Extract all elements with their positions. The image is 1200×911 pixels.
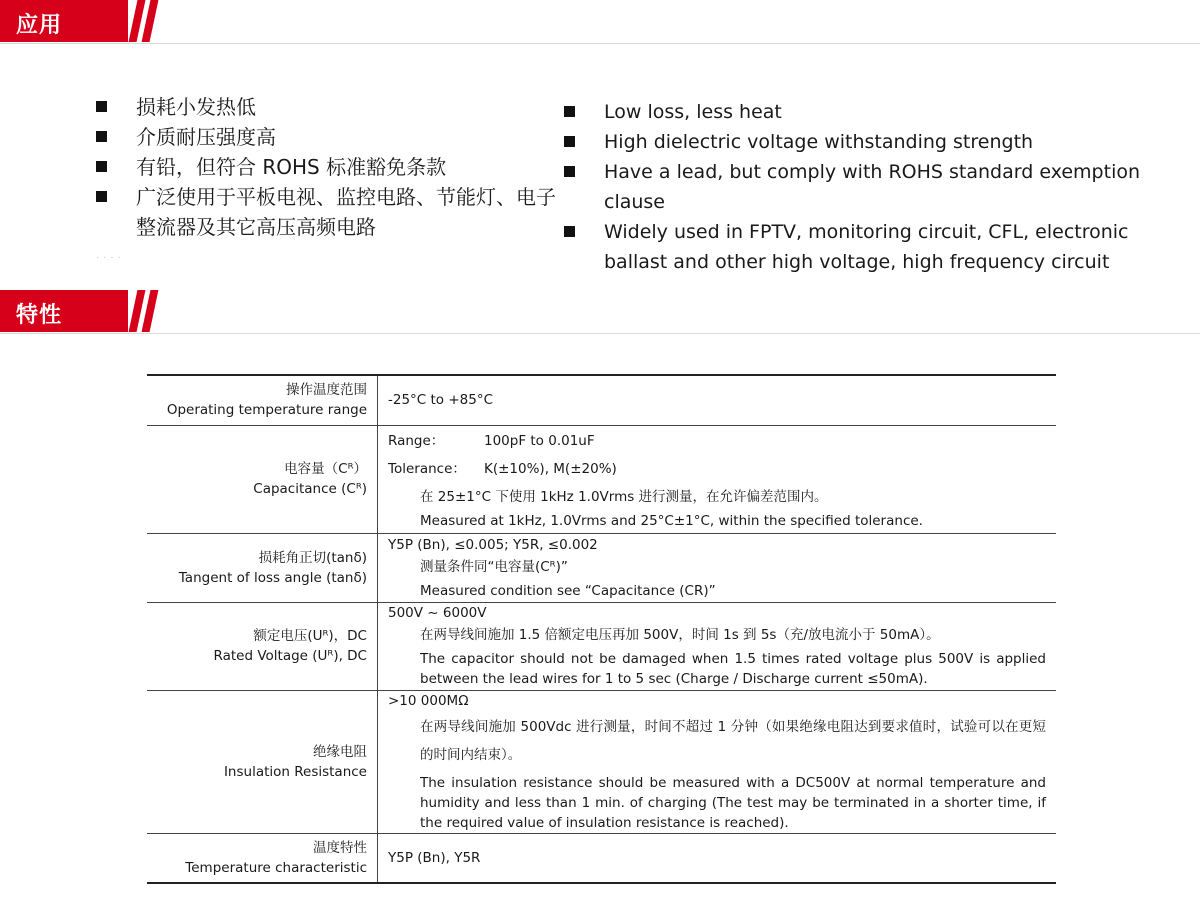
list-item-text: Have a lead, but comply with ROHS standard exemption clause — [604, 161, 1141, 213]
label-en: Insulation Resistance — [223, 763, 367, 780]
row-label — [147, 375, 378, 425]
range-value: 100pF to 0.01uF — [484, 433, 595, 449]
label-en: Rated Voltage (Uᴿ), DC — [213, 648, 367, 664]
label-cn: 损耗角正切(tanδ) — [258, 549, 367, 566]
row-label — [147, 533, 378, 602]
label-en: Temperature characteristic — [185, 859, 367, 876]
list-item — [92, 152, 562, 182]
note-en: Measured at 1kHz, 1.0Vrms and 25°C±1°C, within the specified tolerance. — [420, 513, 923, 529]
row-value — [378, 375, 1057, 425]
label-cn: 绝缘电阻 — [313, 743, 367, 760]
square-bullet-icon — [96, 161, 107, 172]
row-value — [378, 425, 1057, 533]
label-cn: 电容量（Cᴿ） — [284, 461, 367, 477]
row-value — [378, 690, 1057, 833]
list-item-text: High dielectric voltage withstanding strength — [604, 131, 1034, 153]
note-cn: 测量条件同“电容量(Cᴿ)” — [420, 558, 568, 575]
note-cn: 在两导线间施加 1.5 倍额定电压再加 500V，时间 1s 到 5s（充/放电流小于 50mA）。 — [420, 627, 940, 643]
tolerance-value: K(±10%), M(±20%) — [484, 461, 617, 477]
label-cn: 温度特性 — [313, 839, 367, 856]
list-item-text: Low loss, less heat — [604, 101, 782, 123]
row-label — [147, 602, 378, 690]
table-row-operating-temp — [147, 375, 1056, 425]
range-line — [388, 431, 1046, 451]
note-cn: 在 25±1°C 下使用 1kHz 1.0Vrms 进行测量，在允许偏差范围内。 — [420, 489, 828, 505]
list-item — [560, 217, 1140, 277]
value-text: >10 000MΩ — [388, 692, 469, 709]
table-row-capacitance — [147, 425, 1056, 533]
square-bullet-icon — [564, 106, 575, 117]
label-cn: 额定电压(Uᴿ)，DC — [253, 628, 367, 644]
row-label — [147, 425, 378, 533]
table-row-rated-voltage — [147, 602, 1056, 690]
row-value — [378, 833, 1057, 883]
list-item-text: 有铅，但符合 ROHS 标准豁免条款 — [136, 155, 447, 179]
row-value — [378, 602, 1057, 690]
list-item — [560, 157, 1140, 217]
section-title-characteristics: 特性 — [16, 303, 63, 328]
row-label — [147, 690, 378, 833]
list-item-text: Widely used in FPTV, monitoring circuit, CFL, electronic ballast and other high voltage, high frequency circuit — [604, 221, 1129, 273]
square-bullet-icon — [564, 166, 575, 177]
row-label — [147, 833, 378, 883]
square-bullet-icon — [564, 136, 575, 147]
square-bullet-icon — [96, 101, 107, 112]
label-en: Capacitance (Cᴿ) — [253, 481, 367, 497]
note-en: Measured condition see “Capacitance (CR)” — [420, 582, 716, 599]
note-en: The capacitor should not be damaged when 1.5 times rated voltage plus 500V is applied between the lead wires for 1 to 5 sec (Charge / Discharge current ≤50mA). — [420, 651, 1046, 687]
list-item-text: 广泛使用于平板电视、监控电路、节能灯、电子整流器及其它高压高频电路 — [136, 185, 556, 239]
section-header-application — [0, 0, 1200, 44]
note-en: The insulation resistance should be measured with a DC500V at normal temperature and humidity and less than 1 min. of charging (The test may be terminated in a shorter time, if the required value of insulation resistance is reached). — [420, 774, 1046, 831]
application-list-en — [560, 97, 1140, 277]
application-list-cn — [92, 92, 562, 242]
range-key: Range： — [388, 433, 445, 449]
tolerance-key: Tolerance： — [388, 461, 466, 477]
list-item-text: 损耗小发热低 — [136, 95, 256, 119]
label-cn: 操作温度范围 — [286, 382, 367, 399]
label-en: Operating temperature range — [166, 402, 367, 419]
square-bullet-icon — [564, 226, 575, 237]
list-item — [92, 182, 562, 242]
list-item — [92, 122, 562, 152]
list-item — [560, 97, 1140, 127]
note-cn: 在两导线间施加 500Vdc 进行测量，时间不超过 1 分钟（如果绝缘电阻达到要求值时，试验可以在更短的时间内结束）。 — [420, 718, 1046, 763]
section-title-application: 应用 — [16, 13, 63, 38]
table-row-temp-characteristic — [147, 833, 1056, 883]
section-divider — [0, 333, 1200, 334]
faint-dots-decoration: ···· — [96, 253, 125, 264]
label-en: Tangent of loss angle (tanδ) — [178, 569, 367, 586]
list-item-text: 介质耐压强度高 — [136, 125, 276, 149]
list-item — [92, 92, 562, 122]
section-divider — [0, 43, 1200, 44]
spec-table — [147, 374, 1056, 884]
tolerance-line — [388, 459, 1046, 479]
list-item — [560, 127, 1140, 157]
section-header-characteristics — [0, 290, 1200, 334]
square-bullet-icon — [96, 131, 107, 142]
table-row-insulation — [147, 690, 1056, 833]
value-text: 500V ~ 6000V — [388, 605, 487, 621]
value-text: Y5P (Bn), ≤0.005; Y5R, ≤0.002 — [388, 536, 598, 553]
row-value — [378, 533, 1057, 602]
table-row-tangent — [147, 533, 1056, 602]
square-bullet-icon — [96, 191, 107, 202]
value-text: -25°C to +85°C — [388, 392, 494, 409]
value-text: Y5P (Bn), Y5R — [388, 849, 481, 866]
